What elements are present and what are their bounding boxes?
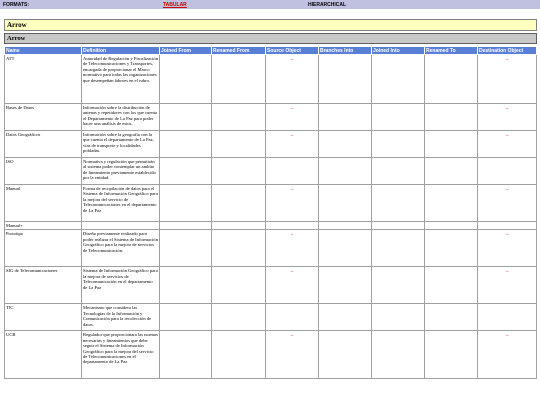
column-header-renamed-to: Renamed To — [425, 47, 478, 55]
renamed-to-cell — [425, 131, 478, 158]
joined-from-cell — [160, 131, 212, 158]
arrow-right-icon[interactable]: → — [289, 105, 295, 110]
renamed-to-cell — [425, 304, 478, 331]
branches-into-cell — [319, 55, 372, 104]
joined-from-cell — [160, 222, 212, 230]
row-name[interactable]: ATT — [5, 55, 82, 104]
source-object-cell — [266, 131, 319, 158]
source-object-cell — [266, 230, 319, 267]
column-header-destination-object: Destination Object — [478, 47, 537, 55]
row-definition: Información sobre la distribución de antenas y repetidores con los que cuenta el Departamento de La Paz para poder hacer una análisis de estos. — [82, 104, 160, 131]
destination-object-cell — [478, 185, 537, 222]
row-name[interactable]: TIC — [5, 304, 82, 331]
table-row — [5, 267, 537, 304]
table-row — [5, 158, 537, 185]
joined-from-cell — [160, 331, 212, 379]
section-title: Arrow — [7, 35, 26, 42]
row-definition: Información sobre la geografía con la que cuenta el departamento de La Paz, vías de transporte y localidades pobladas. — [82, 131, 160, 158]
table-row — [5, 230, 537, 267]
table-row — [5, 331, 537, 379]
renamed-from-cell — [212, 222, 266, 230]
column-header-renamed-from: Renamed From — [212, 47, 266, 55]
source-object-cell — [266, 222, 319, 230]
renamed-from-cell — [212, 158, 266, 185]
arrow-table — [4, 46, 537, 379]
row-definition: Sistema de Información Geográfico para la mejora de servicios de Telecomunicación en el departamento de La Paz — [82, 267, 160, 304]
source-object-cell — [266, 267, 319, 304]
source-object-cell — [266, 55, 319, 104]
row-name[interactable]: Prototipo — [5, 230, 82, 267]
row-definition: Mecanismo que considera las Tecnologías de la Información y Comunicación para la recolección de datos. — [82, 304, 160, 331]
joined-from-cell — [160, 304, 212, 331]
joined-into-cell — [372, 185, 425, 222]
destination-object-cell — [478, 222, 537, 230]
row-name[interactable]: UCB — [5, 331, 82, 379]
joined-into-cell — [372, 230, 425, 267]
column-header-branches-into: Branches Into — [319, 47, 372, 55]
source-object-cell — [266, 331, 319, 379]
arrow-right-icon[interactable]: → — [504, 332, 510, 338]
joined-into-cell — [372, 304, 425, 331]
column-header-definition: Definition — [82, 47, 160, 55]
source-object-cell — [266, 104, 319, 131]
arrow-right-icon[interactable]: → — [504, 105, 510, 110]
branches-into-cell — [319, 185, 372, 222]
branches-into-cell — [319, 304, 372, 331]
renamed-to-cell — [425, 230, 478, 267]
joined-into-cell — [372, 331, 425, 379]
renamed-to-cell — [425, 267, 478, 304]
hierarchical-link[interactable]: HIERARCHICAL — [308, 2, 347, 8]
joined-from-cell — [160, 104, 212, 131]
destination-object-cell — [478, 131, 537, 158]
arrow-right-icon[interactable]: → — [289, 132, 295, 137]
joined-into-cell — [372, 267, 425, 304]
formats-label: FORMATS: — [3, 2, 30, 8]
row-name[interactable]: SIG de Telecomunicaciones — [5, 267, 82, 304]
arrow-right-icon[interactable]: → — [289, 56, 295, 61]
joined-from-cell — [160, 185, 212, 222]
renamed-to-cell — [425, 104, 478, 131]
arrow-right-icon[interactable]: → — [504, 132, 510, 137]
branches-into-cell — [319, 222, 372, 230]
destination-object-cell — [478, 55, 537, 104]
row-definition — [82, 222, 160, 230]
renamed-from-cell — [212, 185, 266, 222]
destination-object-cell — [478, 104, 537, 131]
destination-object-cell — [478, 230, 537, 267]
row-definition: Regulador que proporcionara las normas necesarias y lineamientos que debe seguir el Sistema de Información Geográfico para la mejora del servicio de Telecomunicaciones en el departamento de La Paz — [82, 331, 160, 379]
table-row — [5, 131, 537, 158]
arrow-right-icon[interactable]: → — [504, 268, 510, 274]
renamed-from-cell — [212, 304, 266, 331]
column-header-joined-into: Joined Into — [372, 47, 425, 55]
arrow-right-icon[interactable]: → — [289, 231, 295, 237]
row-name[interactable]: ISO — [5, 158, 82, 185]
formats-bar — [0, 0, 540, 9]
arrow-right-icon[interactable]: → — [289, 332, 295, 338]
destination-object-cell — [478, 267, 537, 304]
joined-into-cell — [372, 131, 425, 158]
branches-into-cell — [319, 331, 372, 379]
row-name[interactable]: Manual — [5, 185, 82, 222]
column-header-joined-from: Joined From — [160, 47, 212, 55]
joined-into-cell — [372, 55, 425, 104]
renamed-from-cell — [212, 131, 266, 158]
table-row — [5, 104, 537, 131]
page-title: Arrow — [7, 21, 27, 29]
joined-from-cell — [160, 158, 212, 185]
destination-object-cell — [478, 304, 537, 331]
row-name[interactable]: Datos Geográficos — [5, 131, 82, 158]
renamed-from-cell — [212, 331, 266, 379]
section-title-box — [4, 33, 537, 44]
arrow-right-icon[interactable]: → — [289, 186, 295, 191]
row-name[interactable]: Manual+ — [5, 222, 82, 230]
table-row — [5, 222, 537, 230]
branches-into-cell — [319, 230, 372, 267]
joined-into-cell — [372, 104, 425, 131]
joined-into-cell — [372, 158, 425, 185]
destination-object-cell — [478, 331, 537, 379]
row-definition: Autoridad de Regulación y Fiscalización de Telecomunicaciones y Transportes, encargada de proporcionar el Marco normativo para todas las organizaciones que desempeñan labores en el rubro. — [82, 55, 160, 104]
renamed-to-cell — [425, 185, 478, 222]
renamed-to-cell — [425, 55, 478, 104]
source-object-cell — [266, 185, 319, 222]
arrow-right-icon[interactable]: → — [504, 56, 510, 61]
renamed-from-cell — [212, 230, 266, 267]
row-definition: Normativa y regulación que permitirán al sistema poder contemplar un ambito de lineamiento previamente establecido por la entidad. — [82, 158, 160, 185]
table-row — [5, 185, 537, 222]
table-row — [5, 55, 537, 104]
source-object-cell — [266, 158, 319, 185]
renamed-from-cell — [212, 267, 266, 304]
arrow-right-icon[interactable]: → — [504, 231, 510, 237]
renamed-to-cell — [425, 331, 478, 379]
row-name[interactable]: Bases de Datos — [5, 104, 82, 131]
renamed-from-cell — [212, 104, 266, 131]
joined-from-cell — [160, 230, 212, 267]
source-object-cell — [266, 304, 319, 331]
joined-from-cell — [160, 267, 212, 304]
arrow-right-icon[interactable]: → — [289, 268, 295, 274]
branches-into-cell — [319, 267, 372, 304]
table-row — [5, 304, 537, 331]
destination-object-cell — [478, 158, 537, 185]
branches-into-cell — [319, 131, 372, 158]
row-definition: Forma de recopilación de datos para el Sistema de Información Geográfico para la mejora del servicio de Telecomunicaciones en el departamento de La Paz — [82, 185, 160, 222]
renamed-from-cell — [212, 55, 266, 104]
branches-into-cell — [319, 158, 372, 185]
renamed-to-cell — [425, 158, 478, 185]
branches-into-cell — [319, 104, 372, 131]
joined-from-cell — [160, 55, 212, 104]
row-definition: Diseño previamente realizado para poder realizar el Sistema de Información Geográfico para la mejora de servicios de Telecomunicación. — [82, 230, 160, 267]
arrow-right-icon[interactable]: → — [504, 186, 510, 191]
page-title-box — [4, 19, 537, 31]
joined-into-cell — [372, 222, 425, 230]
column-header-name: Name — [5, 47, 82, 55]
tabular-link[interactable]: TABULAR — [163, 2, 187, 8]
column-header-source-object: Source Object — [266, 47, 319, 55]
table-header-row — [5, 47, 537, 55]
renamed-to-cell — [425, 222, 478, 230]
